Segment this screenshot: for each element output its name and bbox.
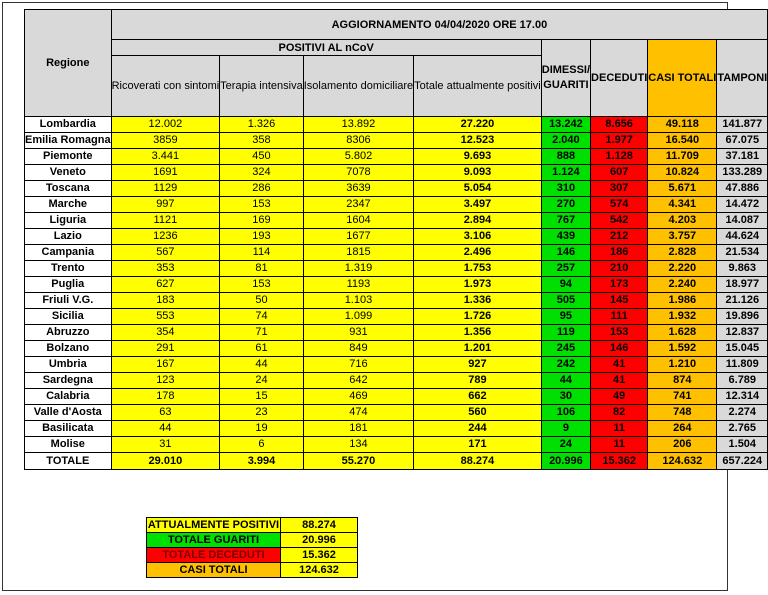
summary-label: TOTALE DECEDUTI xyxy=(147,548,281,563)
cell-totale: 3.497 xyxy=(414,197,542,213)
cell-casi: 206 xyxy=(648,437,717,453)
cell-dimessi: 119 xyxy=(541,325,590,341)
cell-regione: Valle d'Aosta xyxy=(25,405,112,421)
cell-deceduti: 145 xyxy=(591,293,648,309)
total-deceduti: 15.362 xyxy=(591,453,648,470)
cell-totale: 9.693 xyxy=(414,149,542,165)
cell-isolamento: 716 xyxy=(303,357,413,373)
cell-tamponi: 44.624 xyxy=(717,229,768,245)
cell-terapia: 193 xyxy=(220,229,304,245)
cell-ricoverati: 567 xyxy=(111,245,220,261)
cell-isolamento: 642 xyxy=(303,373,413,389)
table-body xyxy=(25,117,768,470)
cell-casi: 748 xyxy=(648,405,717,421)
cell-totale: 27.220 xyxy=(414,117,542,133)
cell-deceduti: 82 xyxy=(591,405,648,421)
cell-ricoverati: 1121 xyxy=(111,213,220,229)
cell-regione: Lazio xyxy=(25,229,112,245)
table-row xyxy=(25,133,768,149)
table-row xyxy=(25,357,768,373)
cell-terapia: 6 xyxy=(220,437,304,453)
cell-isolamento: 1815 xyxy=(303,245,413,261)
cell-regione: Calabria xyxy=(25,389,112,405)
cell-casi: 4.203 xyxy=(648,213,717,229)
cell-casi: 49.118 xyxy=(648,117,717,133)
cell-isolamento: 1.099 xyxy=(303,309,413,325)
cell-isolamento: 1.319 xyxy=(303,261,413,277)
total-regione: TOTALE xyxy=(25,453,112,470)
cell-deceduti: 8.656 xyxy=(591,117,648,133)
cell-dimessi: 2.040 xyxy=(541,133,590,149)
cell-terapia: 71 xyxy=(220,325,304,341)
cell-regione: Piemonte xyxy=(25,149,112,165)
cell-totale: 1.726 xyxy=(414,309,542,325)
summary-row xyxy=(147,533,358,548)
cell-tamponi: 12.837 xyxy=(717,325,768,341)
cell-totale: 927 xyxy=(414,357,542,373)
cell-dimessi: 245 xyxy=(541,341,590,357)
cell-casi: 1.932 xyxy=(648,309,717,325)
cell-deceduti: 607 xyxy=(591,165,648,181)
cell-casi: 3.757 xyxy=(648,229,717,245)
cell-totale: 244 xyxy=(414,421,542,437)
cell-isolamento: 1193 xyxy=(303,277,413,293)
cell-isolamento: 3639 xyxy=(303,181,413,197)
cell-dimessi: 146 xyxy=(541,245,590,261)
cell-deceduti: 574 xyxy=(591,197,648,213)
cell-regione: Veneto xyxy=(25,165,112,181)
summary-value: 15.362 xyxy=(281,548,358,563)
table-row xyxy=(25,325,768,341)
summary-value: 88.274 xyxy=(281,518,358,533)
summary-value: 20.996 xyxy=(281,533,358,548)
cell-isolamento: 474 xyxy=(303,405,413,421)
cell-regione: Umbria xyxy=(25,357,112,373)
cell-casi: 5.671 xyxy=(648,181,717,197)
cell-deceduti: 210 xyxy=(591,261,648,277)
table-row xyxy=(25,261,768,277)
cell-totale: 171 xyxy=(414,437,542,453)
cell-dimessi: 439 xyxy=(541,229,590,245)
cell-tamponi: 12.314 xyxy=(717,389,768,405)
table-row xyxy=(25,389,768,405)
cell-totale: 662 xyxy=(414,389,542,405)
cell-regione: Lombardia xyxy=(25,117,112,133)
header-isolamento: Isolamento domiciliare xyxy=(303,56,413,117)
cell-terapia: 450 xyxy=(220,149,304,165)
table-row xyxy=(25,309,768,325)
cell-isolamento: 8306 xyxy=(303,133,413,149)
cell-casi: 264 xyxy=(648,421,717,437)
cell-terapia: 1.326 xyxy=(220,117,304,133)
cell-tamponi: 14.472 xyxy=(717,197,768,213)
cell-deceduti: 1.977 xyxy=(591,133,648,149)
cell-deceduti: 307 xyxy=(591,181,648,197)
cell-regione: Sardegna xyxy=(25,373,112,389)
cell-casi: 1.628 xyxy=(648,325,717,341)
cell-dimessi: 95 xyxy=(541,309,590,325)
cell-deceduti: 153 xyxy=(591,325,648,341)
cell-regione: Emilia Romagna xyxy=(25,133,112,149)
cell-ricoverati: 291 xyxy=(111,341,220,357)
cell-tamponi: 141.877 xyxy=(717,117,768,133)
cell-tamponi: 2.274 xyxy=(717,405,768,421)
cell-totale: 9.093 xyxy=(414,165,542,181)
header-deceduti: DECEDUTI xyxy=(591,40,648,117)
cell-tamponi: 2.765 xyxy=(717,421,768,437)
cell-terapia: 44 xyxy=(220,357,304,373)
cell-deceduti: 41 xyxy=(591,373,648,389)
total-isolamento: 55.270 xyxy=(303,453,413,470)
cell-tamponi: 19.896 xyxy=(717,309,768,325)
cell-terapia: 324 xyxy=(220,165,304,181)
cell-deceduti: 146 xyxy=(591,341,648,357)
cell-casi: 10.824 xyxy=(648,165,717,181)
cell-terapia: 74 xyxy=(220,309,304,325)
cell-dimessi: 94 xyxy=(541,277,590,293)
total-ricoverati: 29.010 xyxy=(111,453,220,470)
cell-ricoverati: 183 xyxy=(111,293,220,309)
cell-totale: 789 xyxy=(414,373,542,389)
cell-totale: 1.753 xyxy=(414,261,542,277)
cell-isolamento: 1677 xyxy=(303,229,413,245)
cell-ricoverati: 123 xyxy=(111,373,220,389)
cell-totale: 1.201 xyxy=(414,341,542,357)
cell-regione: Puglia xyxy=(25,277,112,293)
cell-ricoverati: 627 xyxy=(111,277,220,293)
cell-casi: 1.210 xyxy=(648,357,717,373)
cell-tamponi: 1.504 xyxy=(717,437,768,453)
cell-dimessi: 9 xyxy=(541,421,590,437)
cell-totale: 1.336 xyxy=(414,293,542,309)
cell-ricoverati: 3859 xyxy=(111,133,220,149)
summary-label: CASI TOTALI xyxy=(147,563,281,578)
cell-terapia: 114 xyxy=(220,245,304,261)
cell-isolamento: 1.103 xyxy=(303,293,413,309)
cell-terapia: 286 xyxy=(220,181,304,197)
table-row xyxy=(25,277,768,293)
table-row xyxy=(25,421,768,437)
cell-dimessi: 106 xyxy=(541,405,590,421)
cell-tamponi: 21.126 xyxy=(717,293,768,309)
cell-regione: Campania xyxy=(25,245,112,261)
cell-casi: 1.592 xyxy=(648,341,717,357)
cell-ricoverati: 178 xyxy=(111,389,220,405)
cell-ricoverati: 1691 xyxy=(111,165,220,181)
total-row xyxy=(25,453,768,470)
cell-deceduti: 11 xyxy=(591,437,648,453)
cell-terapia: 15 xyxy=(220,389,304,405)
table-row xyxy=(25,213,768,229)
cell-regione: Basilicata xyxy=(25,421,112,437)
header-ricoverati: Ricoverati con sintomi xyxy=(111,56,220,117)
cell-casi: 16.540 xyxy=(648,133,717,149)
cell-terapia: 153 xyxy=(220,197,304,213)
cell-terapia: 153 xyxy=(220,277,304,293)
summary-table xyxy=(146,517,358,578)
cell-dimessi: 767 xyxy=(541,213,590,229)
cell-totale: 12.523 xyxy=(414,133,542,149)
cell-dimessi: 1.124 xyxy=(541,165,590,181)
cell-totale: 1.973 xyxy=(414,277,542,293)
cell-regione: Marche xyxy=(25,197,112,213)
cell-casi: 2.240 xyxy=(648,277,717,293)
cell-dimessi: 24 xyxy=(541,437,590,453)
cell-tamponi: 14.087 xyxy=(717,213,768,229)
cell-casi: 874 xyxy=(648,373,717,389)
cell-deceduti: 111 xyxy=(591,309,648,325)
table-row xyxy=(25,165,768,181)
summary-row xyxy=(147,563,358,578)
header-dimessi: DIMESSI/ GUARITI xyxy=(541,40,590,117)
cell-terapia: 81 xyxy=(220,261,304,277)
cell-casi: 1.986 xyxy=(648,293,717,309)
cell-totale: 2.894 xyxy=(414,213,542,229)
cell-dimessi: 242 xyxy=(541,357,590,373)
cell-ricoverati: 12.002 xyxy=(111,117,220,133)
total-terapia: 3.994 xyxy=(220,453,304,470)
covid-table xyxy=(24,9,768,470)
cell-dimessi: 13.242 xyxy=(541,117,590,133)
cell-casi: 2.220 xyxy=(648,261,717,277)
total-totale: 88.274 xyxy=(414,453,542,470)
cell-isolamento: 469 xyxy=(303,389,413,405)
cell-isolamento: 181 xyxy=(303,421,413,437)
table-row xyxy=(25,437,768,453)
cell-ricoverati: 553 xyxy=(111,309,220,325)
cell-terapia: 19 xyxy=(220,421,304,437)
cell-isolamento: 13.892 xyxy=(303,117,413,133)
cell-tamponi: 18.977 xyxy=(717,277,768,293)
total-casi: 124.632 xyxy=(648,453,717,470)
cell-casi: 4.341 xyxy=(648,197,717,213)
cell-regione: Molise xyxy=(25,437,112,453)
cell-regione: Friuli V.G. xyxy=(25,293,112,309)
cell-regione: Bolzano xyxy=(25,341,112,357)
cell-casi: 2.828 xyxy=(648,245,717,261)
cell-isolamento: 2347 xyxy=(303,197,413,213)
summary-value: 124.632 xyxy=(281,563,358,578)
table-row xyxy=(25,293,768,309)
cell-isolamento: 7078 xyxy=(303,165,413,181)
cell-dimessi: 888 xyxy=(541,149,590,165)
header-tamponi: TAMPONI xyxy=(717,40,768,117)
cell-terapia: 23 xyxy=(220,405,304,421)
cell-regione: Liguria xyxy=(25,213,112,229)
cell-ricoverati: 1129 xyxy=(111,181,220,197)
cell-totale: 5.054 xyxy=(414,181,542,197)
cell-casi: 11.709 xyxy=(648,149,717,165)
cell-isolamento: 134 xyxy=(303,437,413,453)
table-row xyxy=(25,229,768,245)
cell-dimessi: 270 xyxy=(541,197,590,213)
header-totale-positivi: Totale attualmente positivi xyxy=(414,56,542,117)
cell-tamponi: 15.045 xyxy=(717,341,768,357)
cell-ricoverati: 167 xyxy=(111,357,220,373)
total-dimessi: 20.996 xyxy=(541,453,590,470)
table-row xyxy=(25,149,768,165)
cell-totale: 560 xyxy=(414,405,542,421)
cell-deceduti: 186 xyxy=(591,245,648,261)
cell-ricoverati: 353 xyxy=(111,261,220,277)
cell-terapia: 50 xyxy=(220,293,304,309)
summary-label: TOTALE GUARITI xyxy=(147,533,281,548)
table-row xyxy=(25,181,768,197)
cell-casi: 741 xyxy=(648,389,717,405)
table-row xyxy=(25,197,768,213)
cell-regione: Toscana xyxy=(25,181,112,197)
header-terapia: Terapia intensiva xyxy=(220,56,304,117)
cell-deceduti: 41 xyxy=(591,357,648,373)
cell-isolamento: 1604 xyxy=(303,213,413,229)
cell-tamponi: 47.886 xyxy=(717,181,768,197)
cell-dimessi: 44 xyxy=(541,373,590,389)
cell-tamponi: 37.181 xyxy=(717,149,768,165)
cell-isolamento: 849 xyxy=(303,341,413,357)
cell-isolamento: 931 xyxy=(303,325,413,341)
cell-ricoverati: 44 xyxy=(111,421,220,437)
cell-deceduti: 542 xyxy=(591,213,648,229)
cell-terapia: 169 xyxy=(220,213,304,229)
summary-row xyxy=(147,518,358,533)
summary-row xyxy=(147,548,358,563)
cell-regione: Abruzzo xyxy=(25,325,112,341)
cell-ricoverati: 31 xyxy=(111,437,220,453)
header-regione: Regione xyxy=(25,10,112,117)
table-row xyxy=(25,117,768,133)
cell-tamponi: 67.075 xyxy=(717,133,768,149)
header-title: AGGIORNAMENTO 04/04/2020 ORE 17.00 xyxy=(111,10,768,40)
summary-label: ATTUALMENTE POSITIVI xyxy=(147,519,280,531)
cell-deceduti: 212 xyxy=(591,229,648,245)
cell-ricoverati: 1236 xyxy=(111,229,220,245)
total-tamponi: 657.224 xyxy=(717,453,768,470)
cell-dimessi: 30 xyxy=(541,389,590,405)
cell-terapia: 358 xyxy=(220,133,304,149)
header-casi-totali: CASI TOTALI xyxy=(648,40,717,117)
cell-deceduti: 1.128 xyxy=(591,149,648,165)
cell-totale: 3.106 xyxy=(414,229,542,245)
table-row xyxy=(25,245,768,261)
cell-tamponi: 6.789 xyxy=(717,373,768,389)
cell-regione: Sicilia xyxy=(25,309,112,325)
cell-ricoverati: 63 xyxy=(111,405,220,421)
cell-tamponi: 9.863 xyxy=(717,261,768,277)
table-row xyxy=(25,405,768,421)
cell-totale: 2.496 xyxy=(414,245,542,261)
cell-dimessi: 257 xyxy=(541,261,590,277)
table-row xyxy=(25,373,768,389)
cell-dimessi: 310 xyxy=(541,181,590,197)
cell-deceduti: 173 xyxy=(591,277,648,293)
cell-ricoverati: 354 xyxy=(111,325,220,341)
cell-ricoverati: 997 xyxy=(111,197,220,213)
cell-terapia: 61 xyxy=(220,341,304,357)
cell-isolamento: 5.802 xyxy=(303,149,413,165)
cell-deceduti: 49 xyxy=(591,389,648,405)
cell-dimessi: 505 xyxy=(541,293,590,309)
cell-totale: 1.356 xyxy=(414,325,542,341)
cell-deceduti: 11 xyxy=(591,421,648,437)
cell-tamponi: 133.289 xyxy=(717,165,768,181)
cell-tamponi: 11.809 xyxy=(717,357,768,373)
cell-tamponi: 21.534 xyxy=(717,245,768,261)
cell-regione: Trento xyxy=(25,261,112,277)
cell-ricoverati: 3.441 xyxy=(111,149,220,165)
table-row xyxy=(25,341,768,357)
header-positivi: POSITIVI AL nCoV xyxy=(111,40,541,56)
cell-terapia: 24 xyxy=(220,373,304,389)
